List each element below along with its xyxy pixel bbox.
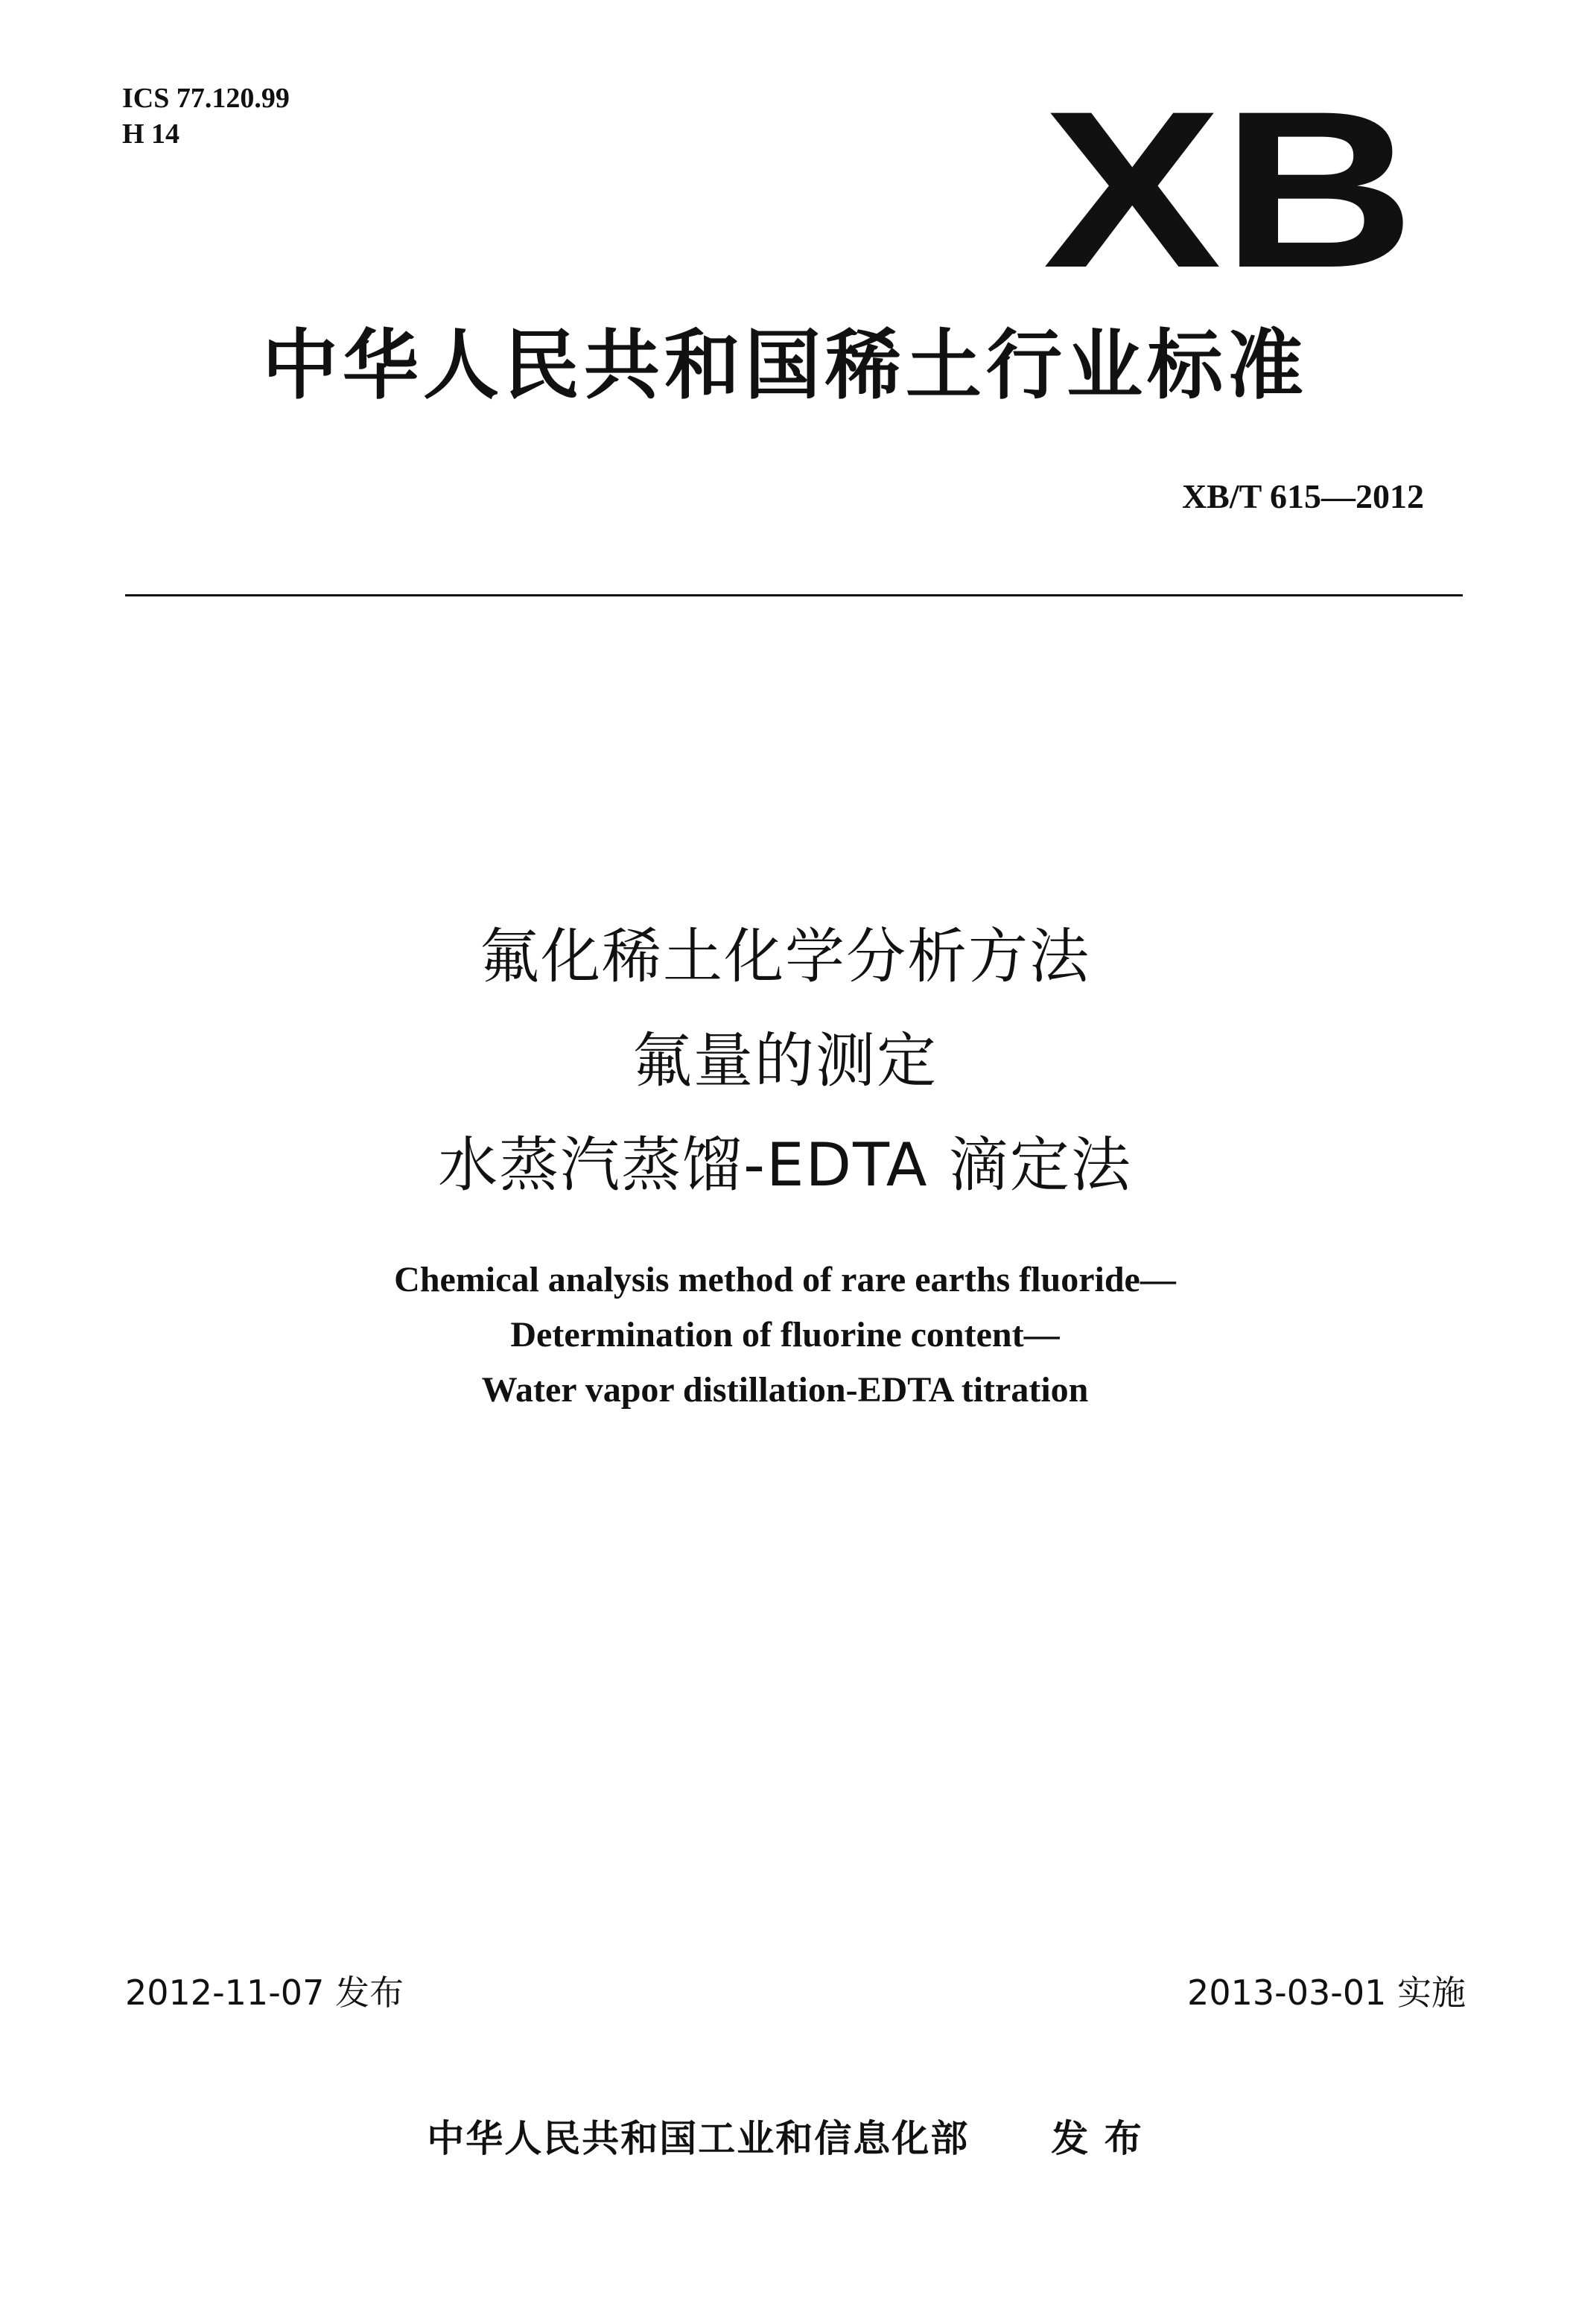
title-cn-line-1: 氟化稀土化学分析方法 bbox=[480, 922, 1090, 991]
title-en-line-1: Chemical analysis method of rare earths fluoride— bbox=[394, 1260, 1176, 1299]
publisher-action: 发 布 bbox=[1051, 2117, 1143, 2160]
standard-number: XB/T 615—2012 bbox=[1181, 477, 1424, 515]
title-en-line-2: Determination of fluorine content— bbox=[510, 1315, 1060, 1354]
document-title-cn bbox=[0, 905, 1570, 1217]
ccs-code: H 14 bbox=[122, 118, 180, 150]
industry-standard-title: 中华人民共和国稀土行业标准 bbox=[262, 322, 1308, 410]
title-cn-line-2: 氟量的测定 bbox=[632, 1026, 938, 1095]
publisher-name: 中华人民共和国工业和信息化部 bbox=[427, 2117, 970, 2160]
document-title-en bbox=[0, 1252, 1570, 1418]
header-divider bbox=[125, 594, 1463, 596]
classification-codes bbox=[122, 80, 290, 152]
xb-logo bbox=[1043, 89, 1415, 283]
title-en-line-3: Water vapor distillation-EDTA titration bbox=[481, 1370, 1089, 1410]
title-cn-line-3: 水蒸汽蒸馏-EDTA 滴定法 bbox=[438, 1130, 1132, 1200]
implementation-date: 2013-03-01 实施 bbox=[1187, 1973, 1466, 2013]
issue-date: 2012-11-07 发布 bbox=[125, 1973, 404, 2013]
ics-code: ICS 77.120.99 bbox=[122, 83, 290, 114]
publisher-line bbox=[0, 2109, 1570, 2162]
xb-logo-text: XB bbox=[1043, 89, 1415, 283]
